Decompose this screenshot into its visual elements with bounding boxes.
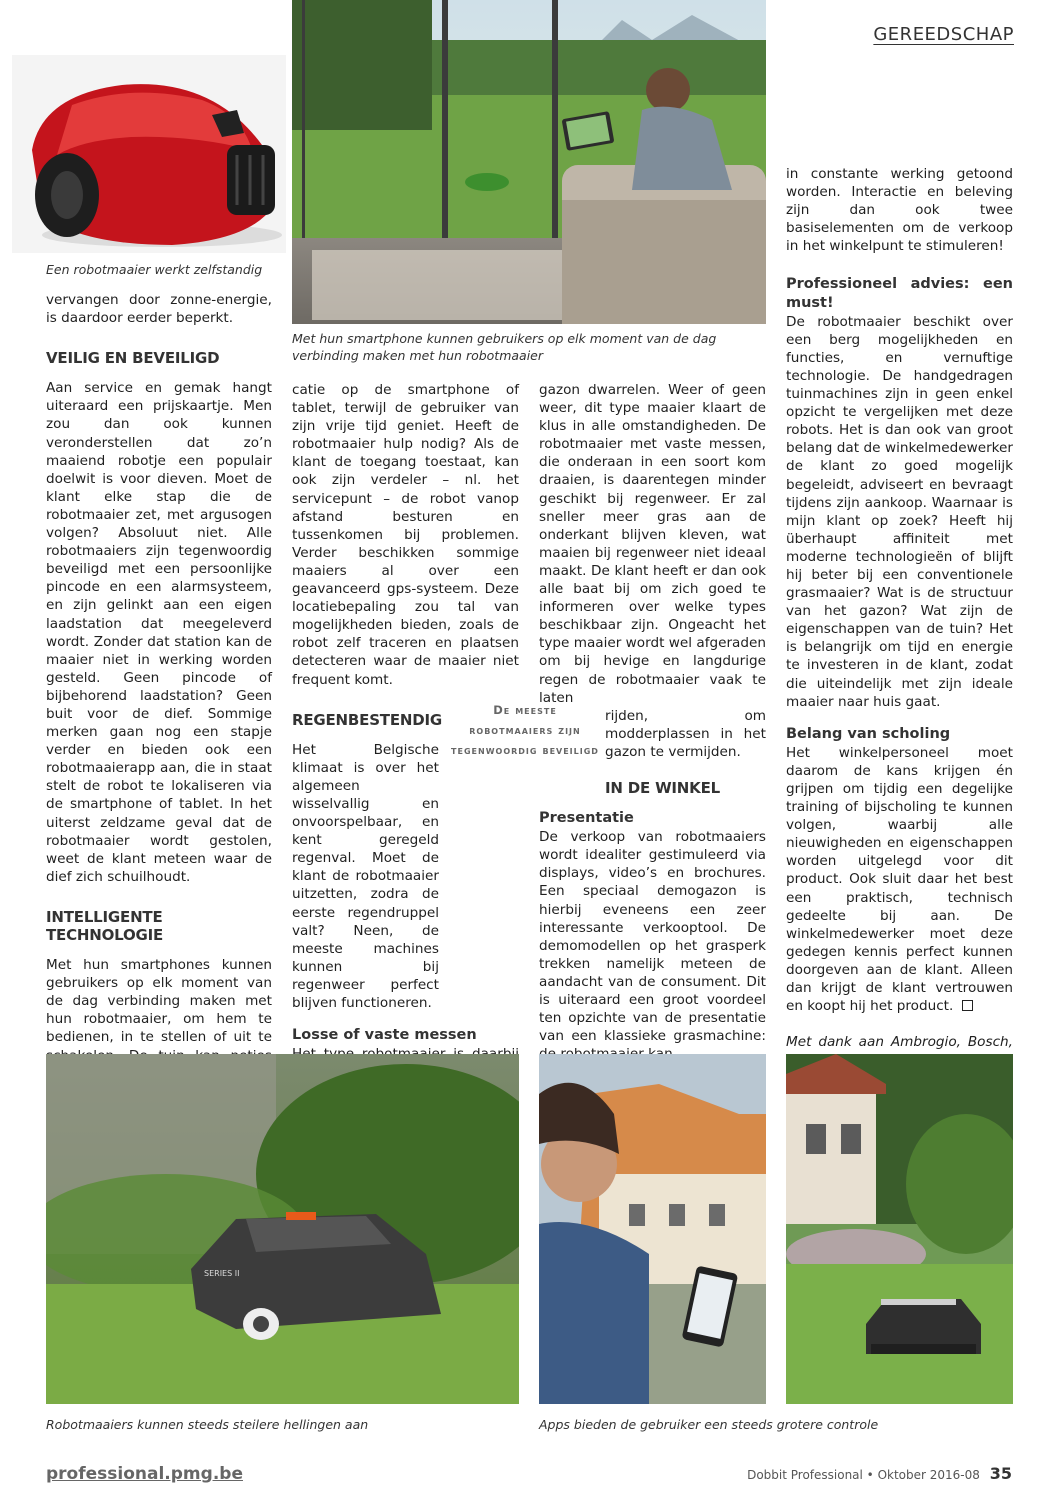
paragraph: Met hun smartphones kunnen gebruikers op elk moment van de dag verbinding maken met hun robotmaaier, om hem te bedienen, in te stellen of uit te xyxy=(46,957,272,1046)
mower-badge-text: SERIES II xyxy=(204,1269,240,1278)
paragraph: Aan service en gemak hangt uiteraard een prijskaartje. Men zou dan ook kunnen veronderstellen dat zo’n maaiend robotje een populair doelwit is voor dieven. Moet de klant elke stap die de robotmaaier zet, met argusogen volgen? Absoluut niet. Alle robotmaaiers zijn tegenwoordig beveiligd met een persoonlijke pincode en een alarmsysteem, en zijn gelinkt aan een eigen laadstation dat meegeleverd wordt. Zonder dat station kan de maaier niet in werking worden gesteld. Geen pincode of bijbehorend laadstation? Geen buit voor de dief. Sommige merken gaan nog een stapje verder en bieden ook een robotmaaierapp aan, die in staat stelt de robot te lokaliseren via de smartphone of tablet. In het uiterst zeldzame geval dat de robotmaaier wordt gestolen, weet de klant meteen waar de dief zich schuilhoudt. xyxy=(46,380,272,885)
article-column-3 xyxy=(539,381,766,1063)
heading-winkel: IN DE WINKEL xyxy=(605,778,720,797)
red-robot-mower-photo xyxy=(12,55,286,253)
paragraph-text: Het winkelpersoneel moet daarom de kans krijgen én grijpen om tijdig een degelijke training of bijscholing te kunnen volgen, waarbij alle nieuwigheden en eigenschappen worden uitgelegd voor dit product. Ook sluit daar het best een praktisch, technisch gedeelte bij aan. De winkelmedewerker moet deze gedegen kennis perfect kunnen doorgeven aan de klant. Alleen dan krijgt de klant vertrouwen en koopt hij het product. xyxy=(786,744,1013,1015)
paragraph: vervangen door zonne-energie, is daardoor eerder beperkt. xyxy=(46,292,272,327)
apps-caption: Apps bieden de gebruiker een steeds grotere controle xyxy=(539,1417,879,1432)
credits: Met dank aan Ambrogio, Bosch, xyxy=(786,1034,1013,1051)
end-mark-icon xyxy=(962,1000,973,1011)
paragraph xyxy=(292,741,519,1012)
slope-mower-photo xyxy=(46,1054,519,1404)
paragraph: De robotmaaier beschikt over een berg mogelijkheden en functies, en vernuftige technologie. De handgedragen tuinmachines zijn in geen enkel opzicht te vergelijken met deze robots. Het is dan ook van groot belang dat de winkelmedewerker de klant zo goed mogelijk begeleidt, adviseert en bevraagt tijdens zijn aankoop. Waarnaar is mijn klant op zoek? Heeft hij überhaupt affiniteit met moderne technologieën of blijft hij beter bij een conventionele grasmaaier? Wat is de structuur van het gazon? Wat zijn de eigenschappen van de tuin? Het is belangrijk om tijd en energie te investeren in de klant, zodat die uiteindelijk met zijn ideale maaier naar huis gaat. xyxy=(786,313,1013,710)
footer-website-link[interactable]: professional.pmg.be xyxy=(46,1464,243,1484)
paragraph: catie op de smartphone of tablet, terwijl de gebruiker van zijn vrije tijd geniet. Heeft de robotmaaier hulp nodig? Als de klant de toegang toestaat, kan ook zijn verdeler – nl. het servicepunt – de robot vanop afstand besturen en tussenkomen bij problemen. Verder beschikken sommige maaiers al over een geavanceerd gps-systeem. Deze locatiebepaling zou tal van mogelijkheden bieden, zoals de robot zelf traceren en plaatsen detecteren waar de maaier niet frequent komt. xyxy=(292,382,519,688)
paragraph: gazon dwarrelen. Weer of geen weer, dit type maaier klaart de klus in alle omstandigheden. De robotmaaier met vaste messen, die onderaan in een soort kom draaien, is daarentegen minder geschikt bij regenweer. Er zal sneller meer gras aan de onderkant blijven kleven, wat maaien bij regenweer niet ideaal maakt. De klant heeft er dan ook alle baat bij om zich goed te informeren over welke types beschikbaar zijn. Ongeacht het type maaier wordt wel afgeraden om bij hevige en langdurige regen de robotmaaier vaak te laten xyxy=(539,382,766,706)
section-title: GEREEDSCHAP xyxy=(873,24,1014,45)
red-mower-caption: Een robotmaaier werkt zelfstandig xyxy=(46,262,263,277)
subheading-messen: Losse of vaste messen xyxy=(292,1027,477,1044)
heading-veilig: VEILIG EN BEVEILIGD xyxy=(46,349,220,368)
article-column-4 xyxy=(786,165,1013,1106)
paragraph-text: Het Belgische klimaat is over het algemeen wisselvallig en onvoorspelbaar, en kent geregeld regenval. Moet de klant de robotmaaier uitzetten, zodra de eerste regendruppel valt? Neen, de meeste machines kunnen bij regenweer perfect blijven functioneren. xyxy=(292,741,439,1011)
article-column-1 xyxy=(46,291,272,1083)
paragraph: rijden, om modderplassen in het gazon te vermijden. xyxy=(605,707,766,760)
man-with-phone-photo xyxy=(539,1054,766,1404)
garden-house-photo xyxy=(786,1054,1013,1404)
page-number: 35 xyxy=(989,1464,1012,1483)
article-column-2 xyxy=(292,381,519,1154)
paragraph xyxy=(786,744,1013,1015)
living-room-photo xyxy=(292,0,766,324)
subheading-scholing: Belang van scholing xyxy=(786,725,951,742)
heading-regenbestendig: REGENBESTENDIG xyxy=(292,710,442,729)
living-room-caption: Met hun smartphone kunnen gebruikers op elk moment van de dag verbinding maken met hun robotmaaier xyxy=(292,331,717,363)
subheading-presentatie: Presentatie xyxy=(539,810,634,827)
paragraph: in constante werking getoond worden. Interactie en beleving zijn dan ook twee basiselementen om de verkoop in het winkelpunt te stimuleren! xyxy=(786,166,1013,255)
pull-quote: De meeste robotmaaiers zijn tegenwoordig beveiligd xyxy=(451,703,599,757)
slope-caption: Robotmaaiers kunnen steeds steilere hellingen aan xyxy=(46,1417,369,1432)
subheading-advies: Professioneel advies: een must! xyxy=(786,276,1013,311)
footer-publication xyxy=(747,1464,1012,1483)
heading-intelligent: INTELLIGENTE TECHNOLOGIE xyxy=(46,907,164,944)
paragraph: De verkoop van robotmaaiers wordt idealiter gestimuleerd via displays, video’s en brochures. Een speciaal demogazon is hierbij eveneens een zeer interessante verkooptool. De demomodellen op het grasperk trekken namelijk meteen de aandacht van de consument. Dit is uiteraard een groot voordeel ten opzichte van de presentatie van een klassieke grasmachine: xyxy=(539,829,766,1045)
magazine-issue: Dobbit Professional • Oktober 2016-08 xyxy=(747,1468,980,1482)
